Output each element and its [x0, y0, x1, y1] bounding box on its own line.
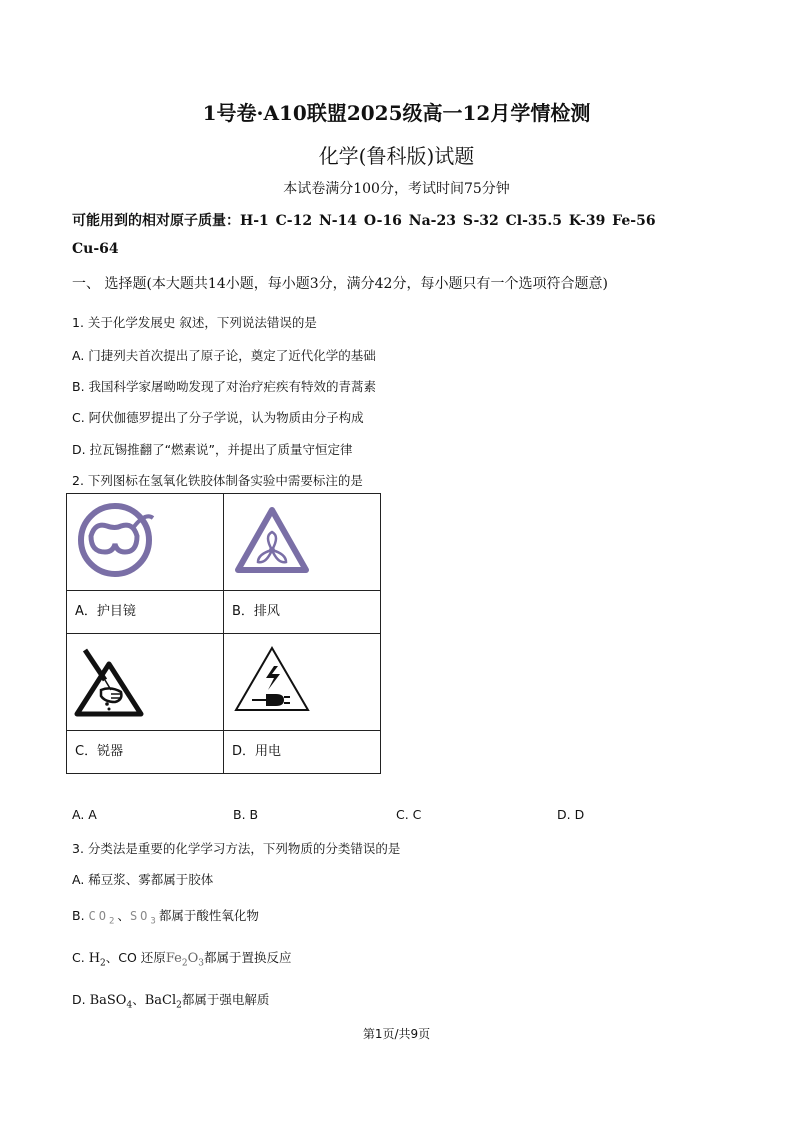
question-3-option-d: D. BaSO$_4$、BaCl$_2$都属于强电解质 — [72, 992, 270, 1011]
formula-h2: $H_2$ — [88, 951, 106, 969]
question-1-option-a: A. 门捷列夫首次提出了原子论，奠定了近代化学的基础 — [72, 348, 376, 363]
label-b: B．排风 — [224, 591, 381, 634]
sharp-object-icon — [71, 634, 219, 726]
question-3-option-a: A. 稀豆浆、雾都属于胶体 — [72, 872, 214, 887]
question-2-answer-b: B. B — [233, 807, 259, 822]
option-b-prefix: B. — [72, 908, 85, 923]
question-1-stem: 1. 关于化学发展史 叙述，下列说法错误的是 — [72, 315, 317, 330]
atomic-masses-line1: 可能用到的相对原子质量：H-1 C-12 N-14 O-16 Na-23 S-32 Cl-35.5 K-39 Fe-56 — [72, 213, 656, 229]
electricity-icon — [228, 634, 376, 726]
label-c: C．锐器 — [67, 731, 224, 774]
label-d: D．用电 — [224, 731, 381, 774]
page-footer: 第1页/共9页 — [362, 1027, 431, 1041]
question-1-option-d: D. 拉瓦锡推翻了“燃素说”，并提出了质量守恒定律 — [72, 442, 353, 457]
option-c-prefix: C. — [72, 950, 85, 965]
exhaust-fan-icon — [228, 494, 376, 586]
question-2-stem: 2. 下列图标在氢氧化铁胶体制备实验中需要标注的是 — [72, 473, 363, 488]
section-heading: 一、 选择题(本大题共14小题，每小题3分，满分42分，每小题只有一个选项符合题意) — [72, 276, 608, 292]
exam-title: 1号卷·A10联盟2025级高一12月学情检测 — [202, 101, 591, 125]
question-1-option-b: B. 我国科学家屠呦呦发现了对治疗疟疾有特效的青蒿素 — [72, 379, 377, 394]
option-c-text: 都属于置换反应 — [203, 950, 292, 965]
formula-so3: $SO_3$ — [129, 909, 159, 927]
icon-cell-a — [67, 494, 224, 591]
icon-cell-b — [224, 494, 381, 591]
formula-fe2o3: $Fe_2O_3$ — [165, 951, 204, 969]
formula-baso4: BaSO$_4$ — [89, 993, 133, 1011]
option-d-prefix: D. — [72, 992, 86, 1007]
icon-cell-c — [67, 634, 224, 731]
atomic-masses-line2: Cu-64 — [72, 241, 119, 257]
question-2-answer-d: D. D — [557, 807, 585, 822]
question-2-answer-a: A. A — [72, 807, 97, 822]
icon-cell-d — [224, 634, 381, 731]
question-2-answer-c: C. C — [396, 807, 422, 822]
question-1-option-c: C. 阿伏伽德罗提出了分子学说，认为物质由分子构成 — [72, 410, 364, 425]
question-3-option-c: C. $H_2$、CO 还原$Fe_2O_3$都属于置换反应 — [72, 950, 292, 969]
exam-info: 本试卷满分100分，考试时间75分钟 — [283, 181, 510, 197]
formula-bacl2: BaCl$_2$ — [144, 993, 182, 1011]
icon-table — [66, 493, 381, 774]
question-3-stem: 3. 分类法是重要的化学学习方法，下列物质的分类错误的是 — [72, 841, 401, 856]
option-b-text: 都属于酸性氧化物 — [158, 908, 259, 923]
formula-co2: $CO_2$ — [88, 909, 118, 927]
exam-subtitle: 化学(鲁科版)试题 — [318, 144, 475, 168]
question-3-option-b: B. $CO_2$、$SO_3$都属于酸性氧化物 — [72, 908, 259, 927]
goggles-icon — [71, 494, 219, 586]
option-d-text: 都属于强电解质 — [181, 992, 270, 1007]
label-a: A．护目镜 — [67, 591, 224, 634]
